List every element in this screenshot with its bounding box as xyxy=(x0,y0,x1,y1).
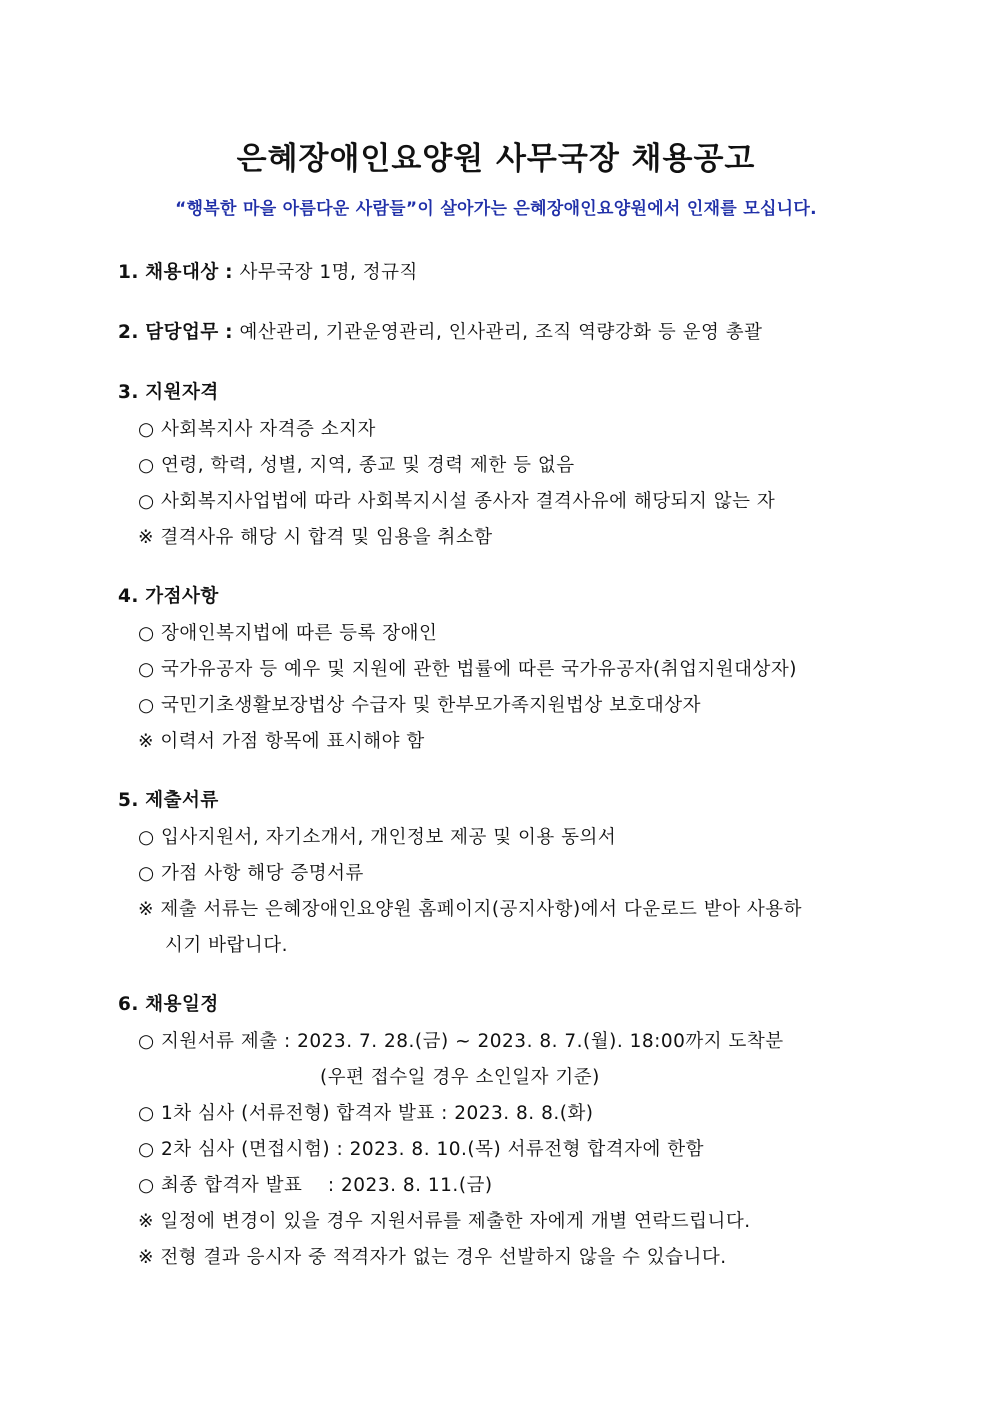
list-item: ○ 가점 사항 해당 증명서류 xyxy=(138,863,364,884)
list-item: ○ 사회복지사 자격증 소지자 xyxy=(138,419,376,440)
section-qualifications xyxy=(118,384,219,403)
section-number: 5. xyxy=(118,790,139,811)
section-heading: 제출서류 xyxy=(145,790,219,811)
list-item: ○ 입사지원서, 자기소개서, 개인정보 제공 및 이용 동의서 xyxy=(138,827,617,848)
list-note: ※ 결격사유 해당 시 합격 및 임용을 취소함 xyxy=(138,527,493,548)
section-separator: : xyxy=(225,322,234,343)
list-item: ○ 사회복지사업법에 따라 사회복지시설 종사자 결격사유에 해당되지 않는 자 xyxy=(138,491,776,512)
section-number: 6. xyxy=(118,994,139,1015)
list-item: ○ 지원서류 제출 : 2023. 7. 28.(금) ~ 2023. 8. 7.(월). 18:00까지 도착분 xyxy=(138,1031,784,1052)
section-heading: 담당업무 xyxy=(145,322,219,343)
section-recruitment-target xyxy=(118,264,418,283)
section-heading: 채용일정 xyxy=(145,994,219,1015)
section-heading: 가점사항 xyxy=(145,586,219,607)
list-item: ○ 연령, 학력, 성별, 지역, 종교 및 경력 제한 등 없음 xyxy=(138,455,575,476)
list-item: ○ 2차 심사 (면접시험) : 2023. 8. 10.(목) 서류전형 합격자에 한함 xyxy=(138,1139,705,1160)
list-item: ○ 국가유공자 등 예우 및 지원에 관한 법률에 따른 국가유공자(취업지원대상자) xyxy=(138,659,798,680)
section-number: 3. xyxy=(118,382,139,403)
section-schedule xyxy=(118,996,219,1015)
section-documents xyxy=(118,792,219,811)
list-note: ※ 전형 결과 응시자 중 적격자가 없는 경우 선발하지 않을 수 있습니다. xyxy=(138,1247,727,1268)
section-duties xyxy=(118,324,763,343)
section-bonus-points xyxy=(118,588,219,607)
section-inline-text: 사무국장 1명, 정규직 xyxy=(239,262,418,283)
list-note-continuation: 시기 바랍니다. xyxy=(165,935,288,956)
section-separator: : xyxy=(225,262,234,283)
list-item: ○ 장애인복지법에 따른 등록 장애인 xyxy=(138,623,438,644)
list-item: ○ 국민기초생활보장법상 수급자 및 한부모가족지원법상 보호대상자 xyxy=(138,695,701,716)
section-heading: 지원자격 xyxy=(145,382,219,403)
list-item-continuation: (우편 접수일 경우 소인일자 기준) xyxy=(320,1067,600,1088)
list-note: ※ 제출 서류는 은혜장애인요양원 홈페이지(공지사항)에서 다운로드 받아 사용하 xyxy=(138,899,802,920)
list-item: ○ 최종 합격자 발표 : 2023. 8. 11.(금) xyxy=(138,1175,493,1196)
list-item: ○ 1차 심사 (서류전형) 합격자 발표 : 2023. 8. 8.(화) xyxy=(138,1103,594,1124)
page-subtitle: “행복한 마을 아름다운 사람들”이 살아가는 은혜장애인요양원에서 인재를 모십니다. xyxy=(175,199,817,219)
page-title: 은혜장애인요양원 사무국장 채용공고 xyxy=(236,141,756,177)
list-note: ※ 일정에 변경이 있을 경우 지원서류를 제출한 자에게 개별 연락드립니다. xyxy=(138,1211,751,1232)
list-note: ※ 이력서 가점 항목에 표시해야 함 xyxy=(138,731,425,752)
section-number: 4. xyxy=(118,586,139,607)
section-number: 1. xyxy=(118,262,139,283)
section-inline-text: 예산관리, 기관운영관리, 인사관리, 조직 역량강화 등 운영 총괄 xyxy=(239,322,763,343)
section-heading: 채용대상 xyxy=(145,262,219,283)
section-number: 2. xyxy=(118,322,139,343)
